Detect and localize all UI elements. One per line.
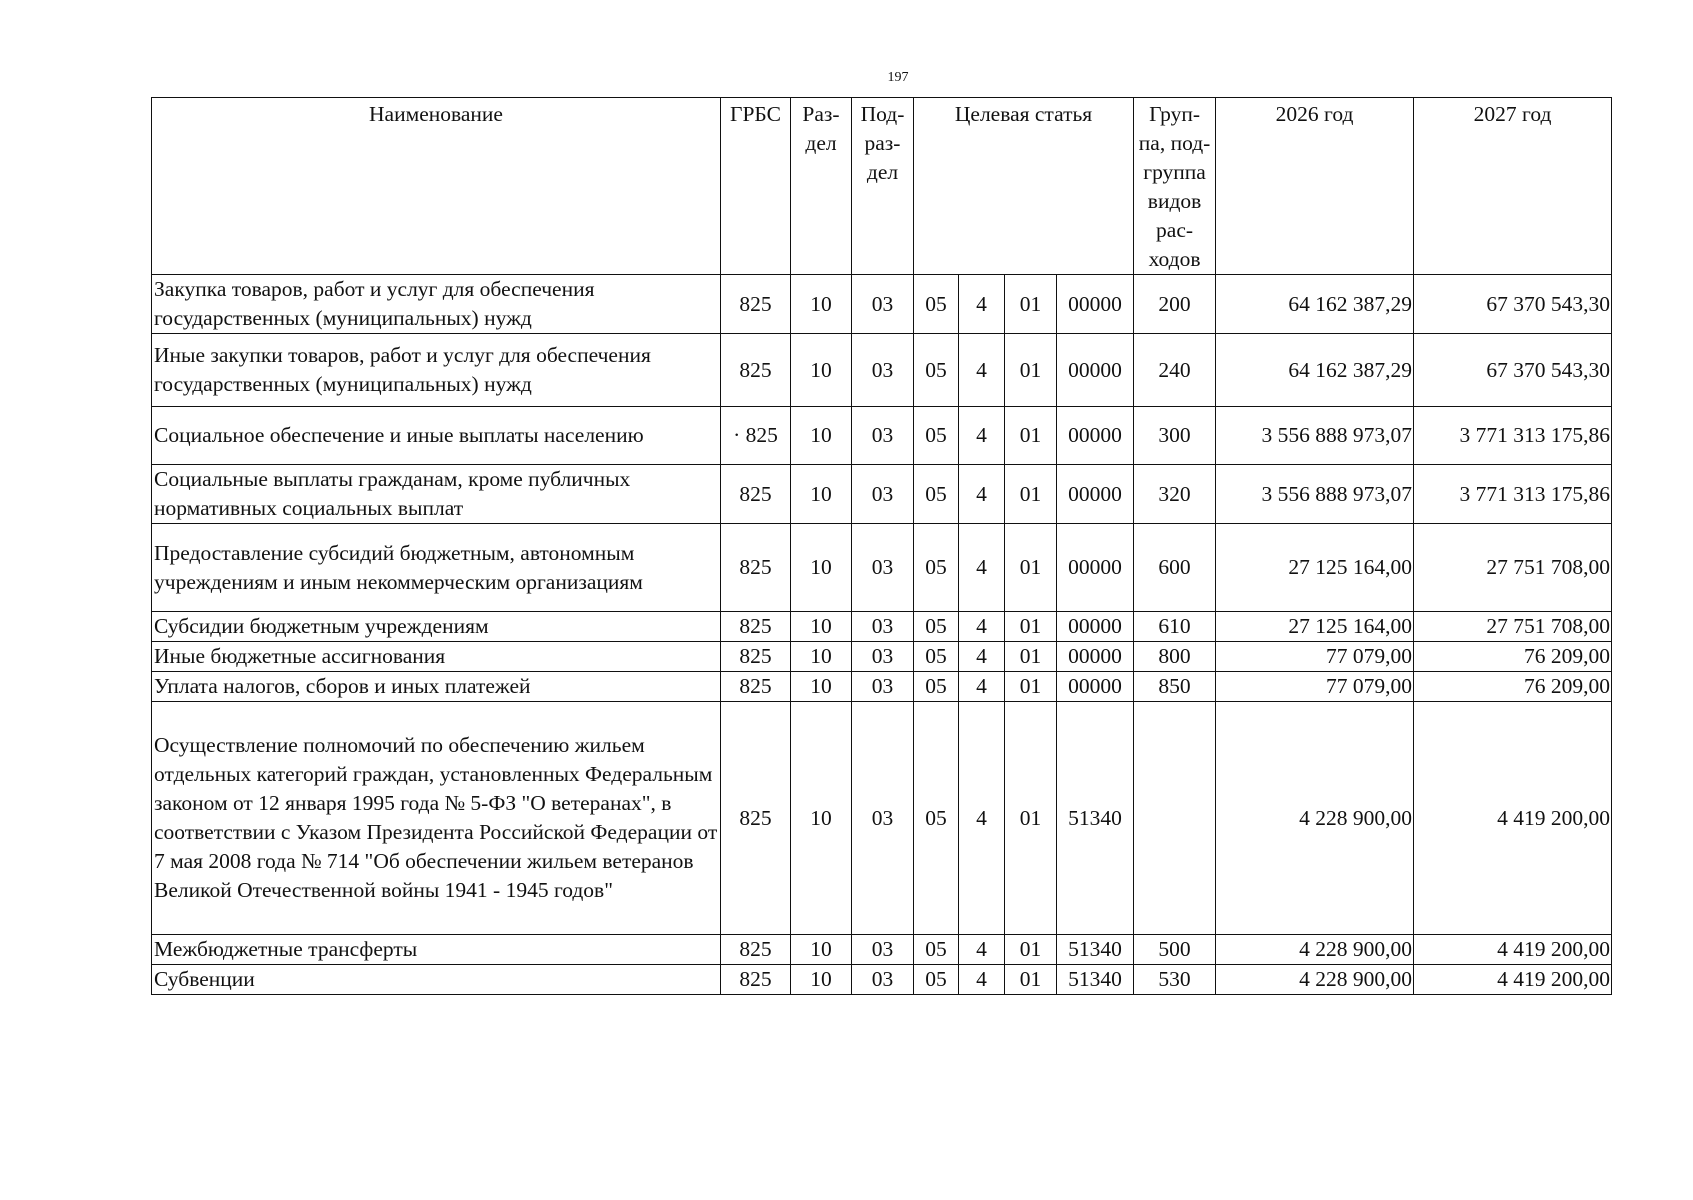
cell-target-type: 4	[959, 465, 1005, 524]
header-razdel: Раз- дел	[791, 98, 852, 275]
table-row	[152, 334, 1612, 407]
header-gruppa-vidov-rashodov: Груп- па, под- группа видов рас- ходов	[1134, 98, 1216, 275]
cell-grbs: 825	[721, 702, 791, 935]
cell-target-subprogram: 01	[1005, 334, 1057, 407]
cell-target-subprogram: 01	[1005, 612, 1057, 642]
cell-razdel: 10	[791, 612, 852, 642]
cell-razdel: 10	[791, 702, 852, 935]
cell-podrazdel: 03	[852, 935, 914, 965]
cell-target-type: 4	[959, 407, 1005, 465]
cell-podrazdel: 03	[852, 642, 914, 672]
cell-grbs: 825	[721, 612, 791, 642]
cell-podrazdel: 03	[852, 524, 914, 612]
cell-podrazdel: 03	[852, 672, 914, 702]
cell-name: Закупка товаров, работ и услуг для обеспечения государственных (муниципальных) нужд	[152, 275, 721, 334]
cell-target-direction: 51340	[1057, 702, 1134, 935]
cell-amount-2027: 4 419 200,00	[1414, 935, 1612, 965]
cell-target-subprogram: 01	[1005, 702, 1057, 935]
cell-target-direction: 00000	[1057, 612, 1134, 642]
cell-expense-group: 200	[1134, 275, 1216, 334]
cell-target-type: 4	[959, 642, 1005, 672]
cell-amount-2027: 76 209,00	[1414, 672, 1612, 702]
cell-expense-group: 500	[1134, 935, 1216, 965]
cell-razdel: 10	[791, 642, 852, 672]
table-row	[152, 612, 1612, 642]
cell-target-type: 4	[959, 524, 1005, 612]
cell-expense-group: 600	[1134, 524, 1216, 612]
cell-expense-group: 610	[1134, 612, 1216, 642]
cell-target-program: 05	[914, 275, 959, 334]
cell-expense-group: 800	[1134, 642, 1216, 672]
cell-name: Субвенции	[152, 965, 721, 995]
cell-razdel: 10	[791, 334, 852, 407]
header-celevaya-statya: Целевая статья	[914, 98, 1134, 275]
cell-amount-2026: 64 162 387,29	[1216, 275, 1414, 334]
table-row	[152, 642, 1612, 672]
cell-target-type: 4	[959, 275, 1005, 334]
cell-razdel: 10	[791, 275, 852, 334]
cell-grbs: 825	[721, 465, 791, 524]
cell-target-subprogram: 01	[1005, 275, 1057, 334]
cell-target-program: 05	[914, 524, 959, 612]
cell-razdel: 10	[791, 465, 852, 524]
cell-amount-2026: 3 556 888 973,07	[1216, 465, 1414, 524]
cell-name: Предоставление субсидий бюджетным, автономным учреждениям и иным некоммерческим организациям	[152, 524, 721, 612]
cell-target-direction: 51340	[1057, 935, 1134, 965]
cell-target-subprogram: 01	[1005, 965, 1057, 995]
cell-target-type: 4	[959, 334, 1005, 407]
cell-target-type: 4	[959, 672, 1005, 702]
cell-target-direction: 51340	[1057, 965, 1134, 995]
cell-podrazdel: 03	[852, 465, 914, 524]
cell-name: Межбюджетные трансферты	[152, 935, 721, 965]
cell-grbs: 825	[721, 642, 791, 672]
cell-amount-2026: 3 556 888 973,07	[1216, 407, 1414, 465]
header-grbs: ГРБС	[721, 98, 791, 275]
table-row	[152, 672, 1612, 702]
header-podrazdel: Под- раз- дел	[852, 98, 914, 275]
table-row	[152, 702, 1612, 935]
cell-amount-2027: 27 751 708,00	[1414, 612, 1612, 642]
cell-target-type: 4	[959, 702, 1005, 935]
page-number: 197	[887, 70, 909, 85]
cell-target-program: 05	[914, 612, 959, 642]
cell-name: Иные закупки товаров, работ и услуг для обеспечения государственных (муниципальных) нужд	[152, 334, 721, 407]
cell-name: Уплата налогов, сборов и иных платежей	[152, 672, 721, 702]
table-header-row	[152, 98, 1612, 275]
cell-expense-group: 320	[1134, 465, 1216, 524]
cell-razdel: 10	[791, 672, 852, 702]
cell-target-direction: 00000	[1057, 465, 1134, 524]
cell-grbs: 825	[721, 965, 791, 995]
cell-name: Социальное обеспечение и иные выплаты населению	[152, 407, 721, 465]
cell-podrazdel: 03	[852, 612, 914, 642]
cell-grbs: 825	[721, 334, 791, 407]
cell-name: Социальные выплаты гражданам, кроме публичных нормативных социальных выплат	[152, 465, 721, 524]
cell-amount-2026: 4 228 900,00	[1216, 935, 1414, 965]
cell-target-program: 05	[914, 702, 959, 935]
table-row	[152, 935, 1612, 965]
header-year-2026: 2026 год	[1216, 98, 1414, 275]
cell-target-program: 05	[914, 642, 959, 672]
cell-expense-group	[1134, 702, 1216, 935]
cell-expense-group: 240	[1134, 334, 1216, 407]
cell-name: Осуществление полномочий по обеспечению жильем отдельных категорий граждан, установленных Федеральным законом от 12 января 1995 года № 5-ФЗ "О ветеранах", в соответствии с Указом Президента Российской Федерации от 7 мая 2008 года № 714 "Об обеспечении жильем ветеранов Великой Отечественной войны 1941 - 1945 годов"	[152, 702, 721, 935]
cell-target-program: 05	[914, 935, 959, 965]
cell-name: Иные бюджетные ассигнования	[152, 642, 721, 672]
table-body	[152, 275, 1612, 995]
cell-target-subprogram: 01	[1005, 524, 1057, 612]
cell-target-program: 05	[914, 672, 959, 702]
cell-razdel: 10	[791, 935, 852, 965]
cell-target-direction: 00000	[1057, 672, 1134, 702]
cell-podrazdel: 03	[852, 702, 914, 935]
cell-amount-2027: 4 419 200,00	[1414, 965, 1612, 995]
cell-amount-2026: 27 125 164,00	[1216, 612, 1414, 642]
cell-podrazdel: 03	[852, 275, 914, 334]
cell-amount-2027: 4 419 200,00	[1414, 702, 1612, 935]
cell-name: Субсидии бюджетным учреждениям	[152, 612, 721, 642]
cell-target-direction: 00000	[1057, 334, 1134, 407]
cell-grbs: 825	[721, 524, 791, 612]
cell-target-type: 4	[959, 612, 1005, 642]
budget-table	[151, 97, 1612, 995]
cell-amount-2027: 3 771 313 175,86	[1414, 465, 1612, 524]
table-row	[152, 275, 1612, 334]
cell-target-subprogram: 01	[1005, 642, 1057, 672]
cell-amount-2027: 67 370 543,30	[1414, 275, 1612, 334]
cell-razdel: 10	[791, 524, 852, 612]
cell-amount-2027: 76 209,00	[1414, 642, 1612, 672]
cell-podrazdel: 03	[852, 965, 914, 995]
cell-amount-2026: 77 079,00	[1216, 642, 1414, 672]
cell-target-program: 05	[914, 465, 959, 524]
cell-target-program: 05	[914, 407, 959, 465]
cell-target-program: 05	[914, 965, 959, 995]
cell-amount-2026: 27 125 164,00	[1216, 524, 1414, 612]
cell-razdel: 10	[791, 965, 852, 995]
cell-amount-2026: 64 162 387,29	[1216, 334, 1414, 407]
header-name: Наименование	[152, 98, 721, 275]
cell-target-type: 4	[959, 935, 1005, 965]
cell-amount-2027: 3 771 313 175,86	[1414, 407, 1612, 465]
cell-amount-2027: 67 370 543,30	[1414, 334, 1612, 407]
header-year-2027: 2027 год	[1414, 98, 1612, 275]
cell-razdel: 10	[791, 407, 852, 465]
cell-expense-group: 300	[1134, 407, 1216, 465]
cell-target-subprogram: 01	[1005, 672, 1057, 702]
cell-target-subprogram: 01	[1005, 465, 1057, 524]
cell-amount-2027: 27 751 708,00	[1414, 524, 1612, 612]
table-row	[152, 965, 1612, 995]
cell-amount-2026: 4 228 900,00	[1216, 702, 1414, 935]
cell-target-direction: 00000	[1057, 275, 1134, 334]
cell-grbs: 825	[721, 672, 791, 702]
cell-amount-2026: 4 228 900,00	[1216, 965, 1414, 995]
cell-podrazdel: 03	[852, 407, 914, 465]
cell-grbs: · 825	[721, 407, 791, 465]
cell-target-type: 4	[959, 965, 1005, 995]
cell-expense-group: 850	[1134, 672, 1216, 702]
cell-target-subprogram: 01	[1005, 935, 1057, 965]
cell-target-direction: 00000	[1057, 407, 1134, 465]
cell-grbs: 825	[721, 275, 791, 334]
cell-target-program: 05	[914, 334, 959, 407]
cell-amount-2026: 77 079,00	[1216, 672, 1414, 702]
cell-grbs: 825	[721, 935, 791, 965]
table-row	[152, 407, 1612, 465]
table-row	[152, 524, 1612, 612]
cell-expense-group: 530	[1134, 965, 1216, 995]
cell-podrazdel: 03	[852, 334, 914, 407]
cell-target-direction: 00000	[1057, 524, 1134, 612]
cell-target-subprogram: 01	[1005, 407, 1057, 465]
table-row	[152, 465, 1612, 524]
cell-target-direction: 00000	[1057, 642, 1134, 672]
